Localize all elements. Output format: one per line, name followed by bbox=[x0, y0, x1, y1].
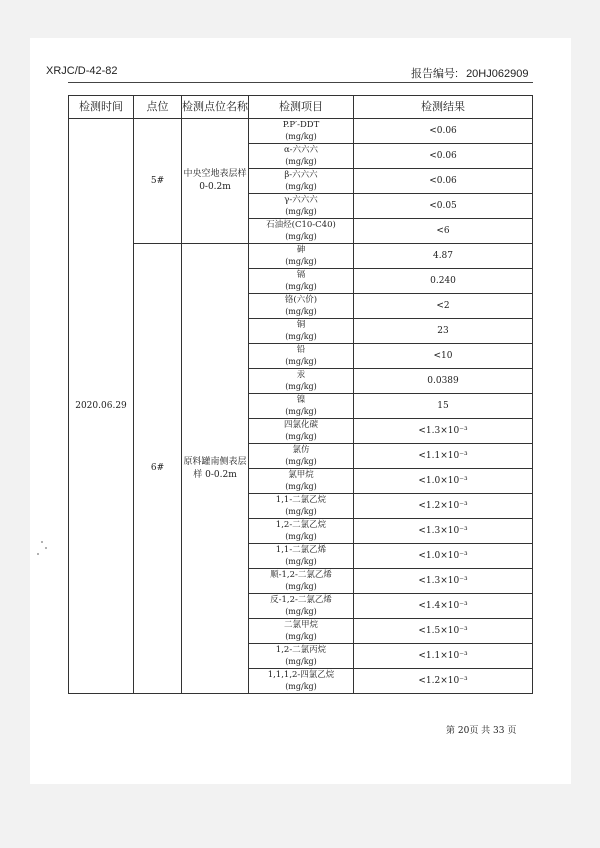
test-item-unit: (mg/kg) bbox=[285, 432, 317, 441]
test-item-unit: (mg/kg) bbox=[285, 157, 317, 166]
test-result: <1.0×10⁻³ bbox=[354, 469, 533, 494]
test-result: <1.0×10⁻³ bbox=[354, 544, 533, 569]
test-item bbox=[249, 244, 354, 269]
test-result: 0.240 bbox=[354, 269, 533, 294]
test-result: <1.4×10⁻³ bbox=[354, 594, 533, 619]
test-item-unit: (mg/kg) bbox=[285, 582, 317, 591]
test-item-name: 1,1,1,2-四氯乙烷 bbox=[267, 670, 335, 680]
test-item bbox=[249, 669, 354, 694]
test-item bbox=[249, 419, 354, 444]
point-name: 原料罐南侧表层 样 0-0.2m bbox=[182, 244, 249, 694]
scan-speckle bbox=[45, 547, 47, 549]
test-item-name: 1,1-二氯乙烯 bbox=[275, 545, 327, 555]
test-item bbox=[249, 169, 354, 194]
test-item-name: 1,2-二氯丙烷 bbox=[275, 645, 327, 655]
test-item bbox=[249, 144, 354, 169]
test-item bbox=[249, 294, 354, 319]
test-item-name: 石油烃(C10-C40) bbox=[266, 220, 336, 230]
test-item-name: 镉 bbox=[296, 270, 306, 280]
test-item-name: P.P′-DDT bbox=[282, 120, 320, 130]
doc-code: XRJC/D-42-82 bbox=[46, 65, 118, 77]
test-item-unit: (mg/kg) bbox=[285, 682, 317, 691]
test-item bbox=[249, 594, 354, 619]
test-item-name: 铬(六价) bbox=[284, 295, 318, 305]
test-item-unit: (mg/kg) bbox=[285, 382, 317, 391]
test-item-name: β-六六六 bbox=[284, 170, 318, 180]
test-item-name: 铜 bbox=[296, 320, 306, 330]
test-item-unit: (mg/kg) bbox=[285, 232, 317, 241]
test-item-name: 1,1-二氯乙烷 bbox=[275, 495, 327, 505]
test-result: <1.3×10⁻³ bbox=[354, 519, 533, 544]
test-item-name: 顺-1,2-二氯乙烯 bbox=[270, 570, 332, 580]
test-item-unit: (mg/kg) bbox=[285, 532, 317, 541]
test-result: <1.5×10⁻³ bbox=[354, 619, 533, 644]
test-item-name: 氯甲烷 bbox=[288, 470, 314, 480]
test-item-unit: (mg/kg) bbox=[285, 332, 317, 341]
test-item bbox=[249, 494, 354, 519]
point-id: 5# bbox=[134, 119, 182, 244]
test-item-unit: (mg/kg) bbox=[285, 282, 317, 291]
test-item-name: γ-六六六 bbox=[284, 195, 318, 205]
test-item bbox=[249, 119, 354, 144]
test-result: 4.87 bbox=[354, 244, 533, 269]
test-result: <0.06 bbox=[354, 144, 533, 169]
test-item bbox=[249, 394, 354, 419]
test-item-name: 镍 bbox=[296, 395, 306, 405]
col-header: 检测时间 bbox=[69, 96, 134, 119]
test-date: 2020.06.29 bbox=[69, 119, 134, 694]
col-header: 检测点位名称 bbox=[182, 96, 249, 119]
header-rule bbox=[68, 82, 533, 83]
test-result: <2 bbox=[354, 294, 533, 319]
test-result: <0.06 bbox=[354, 119, 533, 144]
test-item-name: 1,2-二氯乙烷 bbox=[275, 520, 327, 530]
test-item bbox=[249, 519, 354, 544]
test-item-unit: (mg/kg) bbox=[285, 657, 317, 666]
test-item-unit: (mg/kg) bbox=[285, 357, 317, 366]
test-item-name: 氯仿 bbox=[292, 445, 310, 455]
test-result: <1.3×10⁻³ bbox=[354, 569, 533, 594]
scan-speckle bbox=[37, 553, 39, 555]
test-item-name: 砷 bbox=[296, 245, 306, 255]
test-item-name: 二氯甲烷 bbox=[283, 620, 318, 630]
test-item bbox=[249, 344, 354, 369]
test-result: <10 bbox=[354, 344, 533, 369]
test-item bbox=[249, 369, 354, 394]
test-result: <1.3×10⁻³ bbox=[354, 419, 533, 444]
test-result: 15 bbox=[354, 394, 533, 419]
test-item bbox=[249, 319, 354, 344]
report-number-value: 20HJ062909 bbox=[466, 68, 529, 80]
results-table bbox=[68, 95, 533, 694]
test-item-name: 四氯化碳 bbox=[283, 420, 318, 430]
test-item bbox=[249, 269, 354, 294]
test-item bbox=[249, 544, 354, 569]
test-result: <1.2×10⁻³ bbox=[354, 494, 533, 519]
report-number-label: 报告编号: bbox=[411, 68, 459, 80]
col-header: 检测结果 bbox=[354, 96, 533, 119]
test-item-unit: (mg/kg) bbox=[285, 607, 317, 616]
test-item-name: 铅 bbox=[296, 345, 306, 355]
report-number bbox=[411, 65, 528, 81]
test-item bbox=[249, 219, 354, 244]
test-item bbox=[249, 619, 354, 644]
test-item-unit: (mg/kg) bbox=[285, 482, 317, 491]
test-item-name: 汞 bbox=[296, 370, 306, 380]
test-result: 0.0389 bbox=[354, 369, 533, 394]
test-item-unit: (mg/kg) bbox=[285, 182, 317, 191]
test-item bbox=[249, 644, 354, 669]
test-result: <1.1×10⁻³ bbox=[354, 444, 533, 469]
test-item bbox=[249, 194, 354, 219]
test-item-unit: (mg/kg) bbox=[285, 257, 317, 266]
table-row bbox=[69, 244, 533, 269]
col-header: 检测项目 bbox=[249, 96, 354, 119]
test-item-unit: (mg/kg) bbox=[285, 507, 317, 516]
scan-speckle bbox=[41, 541, 43, 543]
test-result: 23 bbox=[354, 319, 533, 344]
point-id: 6# bbox=[134, 244, 182, 694]
page-number: 第 20页 共 33 页 bbox=[446, 726, 517, 736]
col-header: 点位 bbox=[134, 96, 182, 119]
test-item-unit: (mg/kg) bbox=[285, 307, 317, 316]
test-result: <0.06 bbox=[354, 169, 533, 194]
test-item-name: 反-1,2-二氯乙烯 bbox=[270, 595, 332, 605]
test-item-unit: (mg/kg) bbox=[285, 132, 317, 141]
test-result: <0.05 bbox=[354, 194, 533, 219]
test-result: <6 bbox=[354, 219, 533, 244]
test-item-unit: (mg/kg) bbox=[285, 557, 317, 566]
test-result: <1.1×10⁻³ bbox=[354, 644, 533, 669]
table-header-row bbox=[69, 96, 533, 119]
test-item-unit: (mg/kg) bbox=[285, 632, 317, 641]
test-item-name: α-六六六 bbox=[283, 145, 319, 155]
test-item-unit: (mg/kg) bbox=[285, 407, 317, 416]
test-item-unit: (mg/kg) bbox=[285, 457, 317, 466]
test-item bbox=[249, 569, 354, 594]
table-row bbox=[69, 119, 533, 144]
test-item-unit: (mg/kg) bbox=[285, 207, 317, 216]
test-item bbox=[249, 444, 354, 469]
point-name: 中央空地表层样 0-0.2m bbox=[182, 119, 249, 244]
test-result: <1.2×10⁻³ bbox=[354, 669, 533, 694]
test-item bbox=[249, 469, 354, 494]
